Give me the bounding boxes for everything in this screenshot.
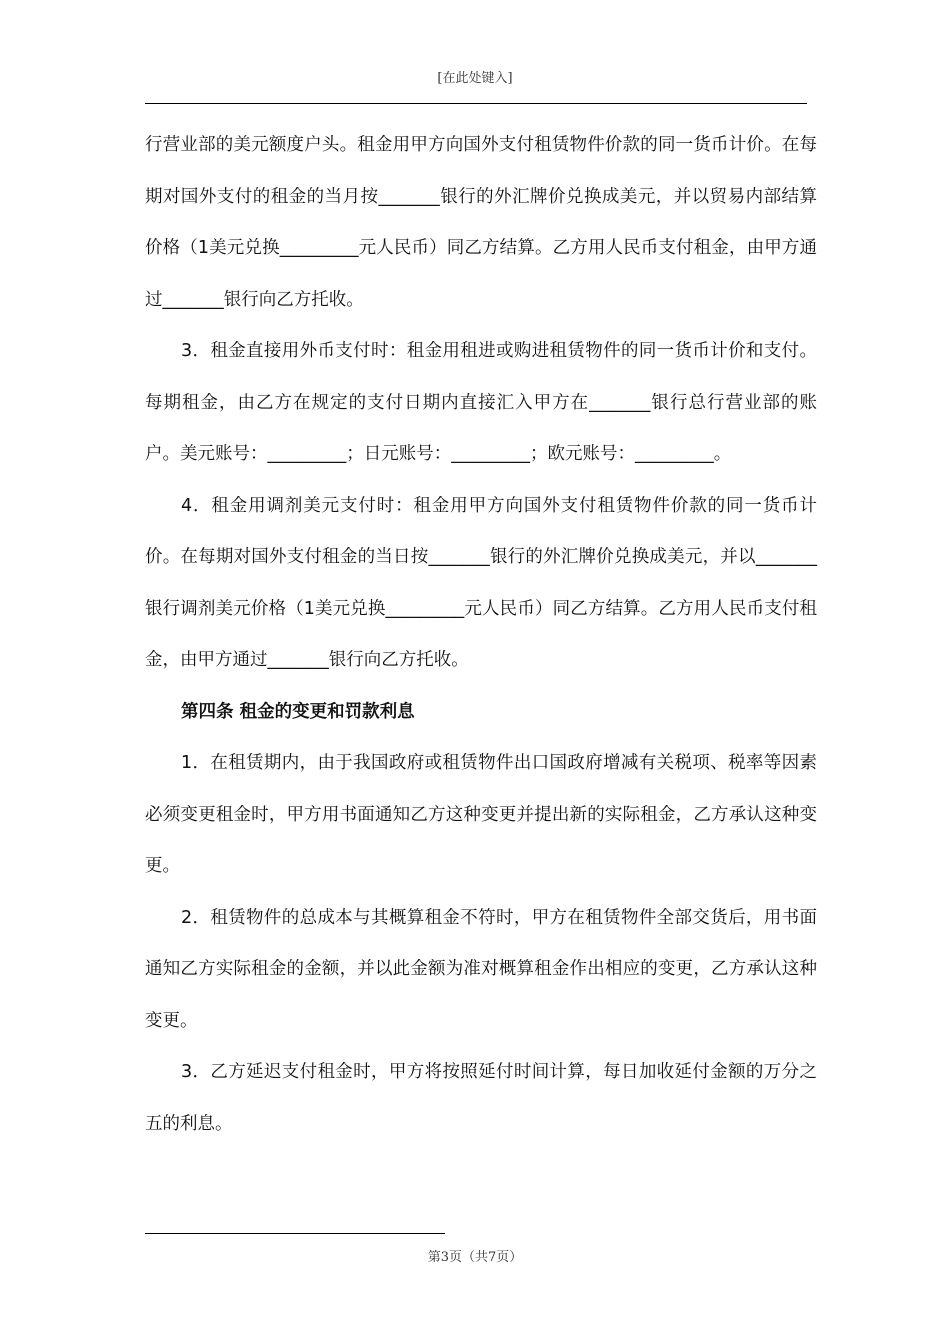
header-placeholder: [在此处键入]: [437, 71, 513, 86]
section-heading-article-4: 第四条 租金的变更和罚款利息: [181, 701, 415, 722]
paragraph-clause-3: 3．租金直接用外币支付时：租金用租进或购进租赁物件的同一货币计价和支付。每期租金，由乙方在规定的支付日期内直接汇入甲方在_______银行总行营业部的账户。美元账号：_________；日元账号：_________；欧元账号：_________。: [145, 341, 817, 464]
paragraph-article-4-item-3: 3．乙方延迟支付租金时，甲方将按照延付时间计算，每日加收延付金额的万分之五的利息。: [145, 1062, 817, 1134]
document-body: [145, 120, 817, 1150]
paragraph-continuation: 行营业部的美元额度户头。租金用甲方向国外支付租赁物件价款的同一货币计价。在每期对国外支付的租金的当月按_______银行的外汇牌价兑换成美元，并以贸易内部结算价格（1美元兑换_________元人民币）同乙方结算。乙方用人民币支付租金，由甲方通过_______银行向乙方托收。: [145, 135, 817, 310]
footer-divider: [145, 1233, 445, 1234]
header-divider: [145, 103, 807, 104]
paragraph-clause-4: 4．租金用调剂美元支付时：租金用甲方向国外支付租赁物件价款的同一货币计价。在每期对国外支付租金的当日按_______银行的外汇牌价兑换成美元，并以_______银行调剂美元价格（1美元兑换_________元人民币）同乙方结算。乙方用人民币支付租金，由甲方通过_______银行向乙方托收。: [145, 495, 817, 670]
paragraph-article-4-item-2: 2．租赁物件的总成本与其概算租金不符时，甲方在租赁物件全部交货后，用书面通知乙方实际租金的金额，并以此金额为准对概算租金作出相应的变更，乙方承认这种变更。: [145, 907, 817, 1031]
page-number: 第3页（共7页）: [427, 1250, 523, 1265]
paragraph-article-4-item-1: 1．在租赁期内，由于我国政府或租赁物件出口国政府增减有关税项、税率等因素必须变更租金时，甲方用书面通知乙方这种变更并提出新的实际租金，乙方承认这种变更。: [145, 753, 817, 876]
